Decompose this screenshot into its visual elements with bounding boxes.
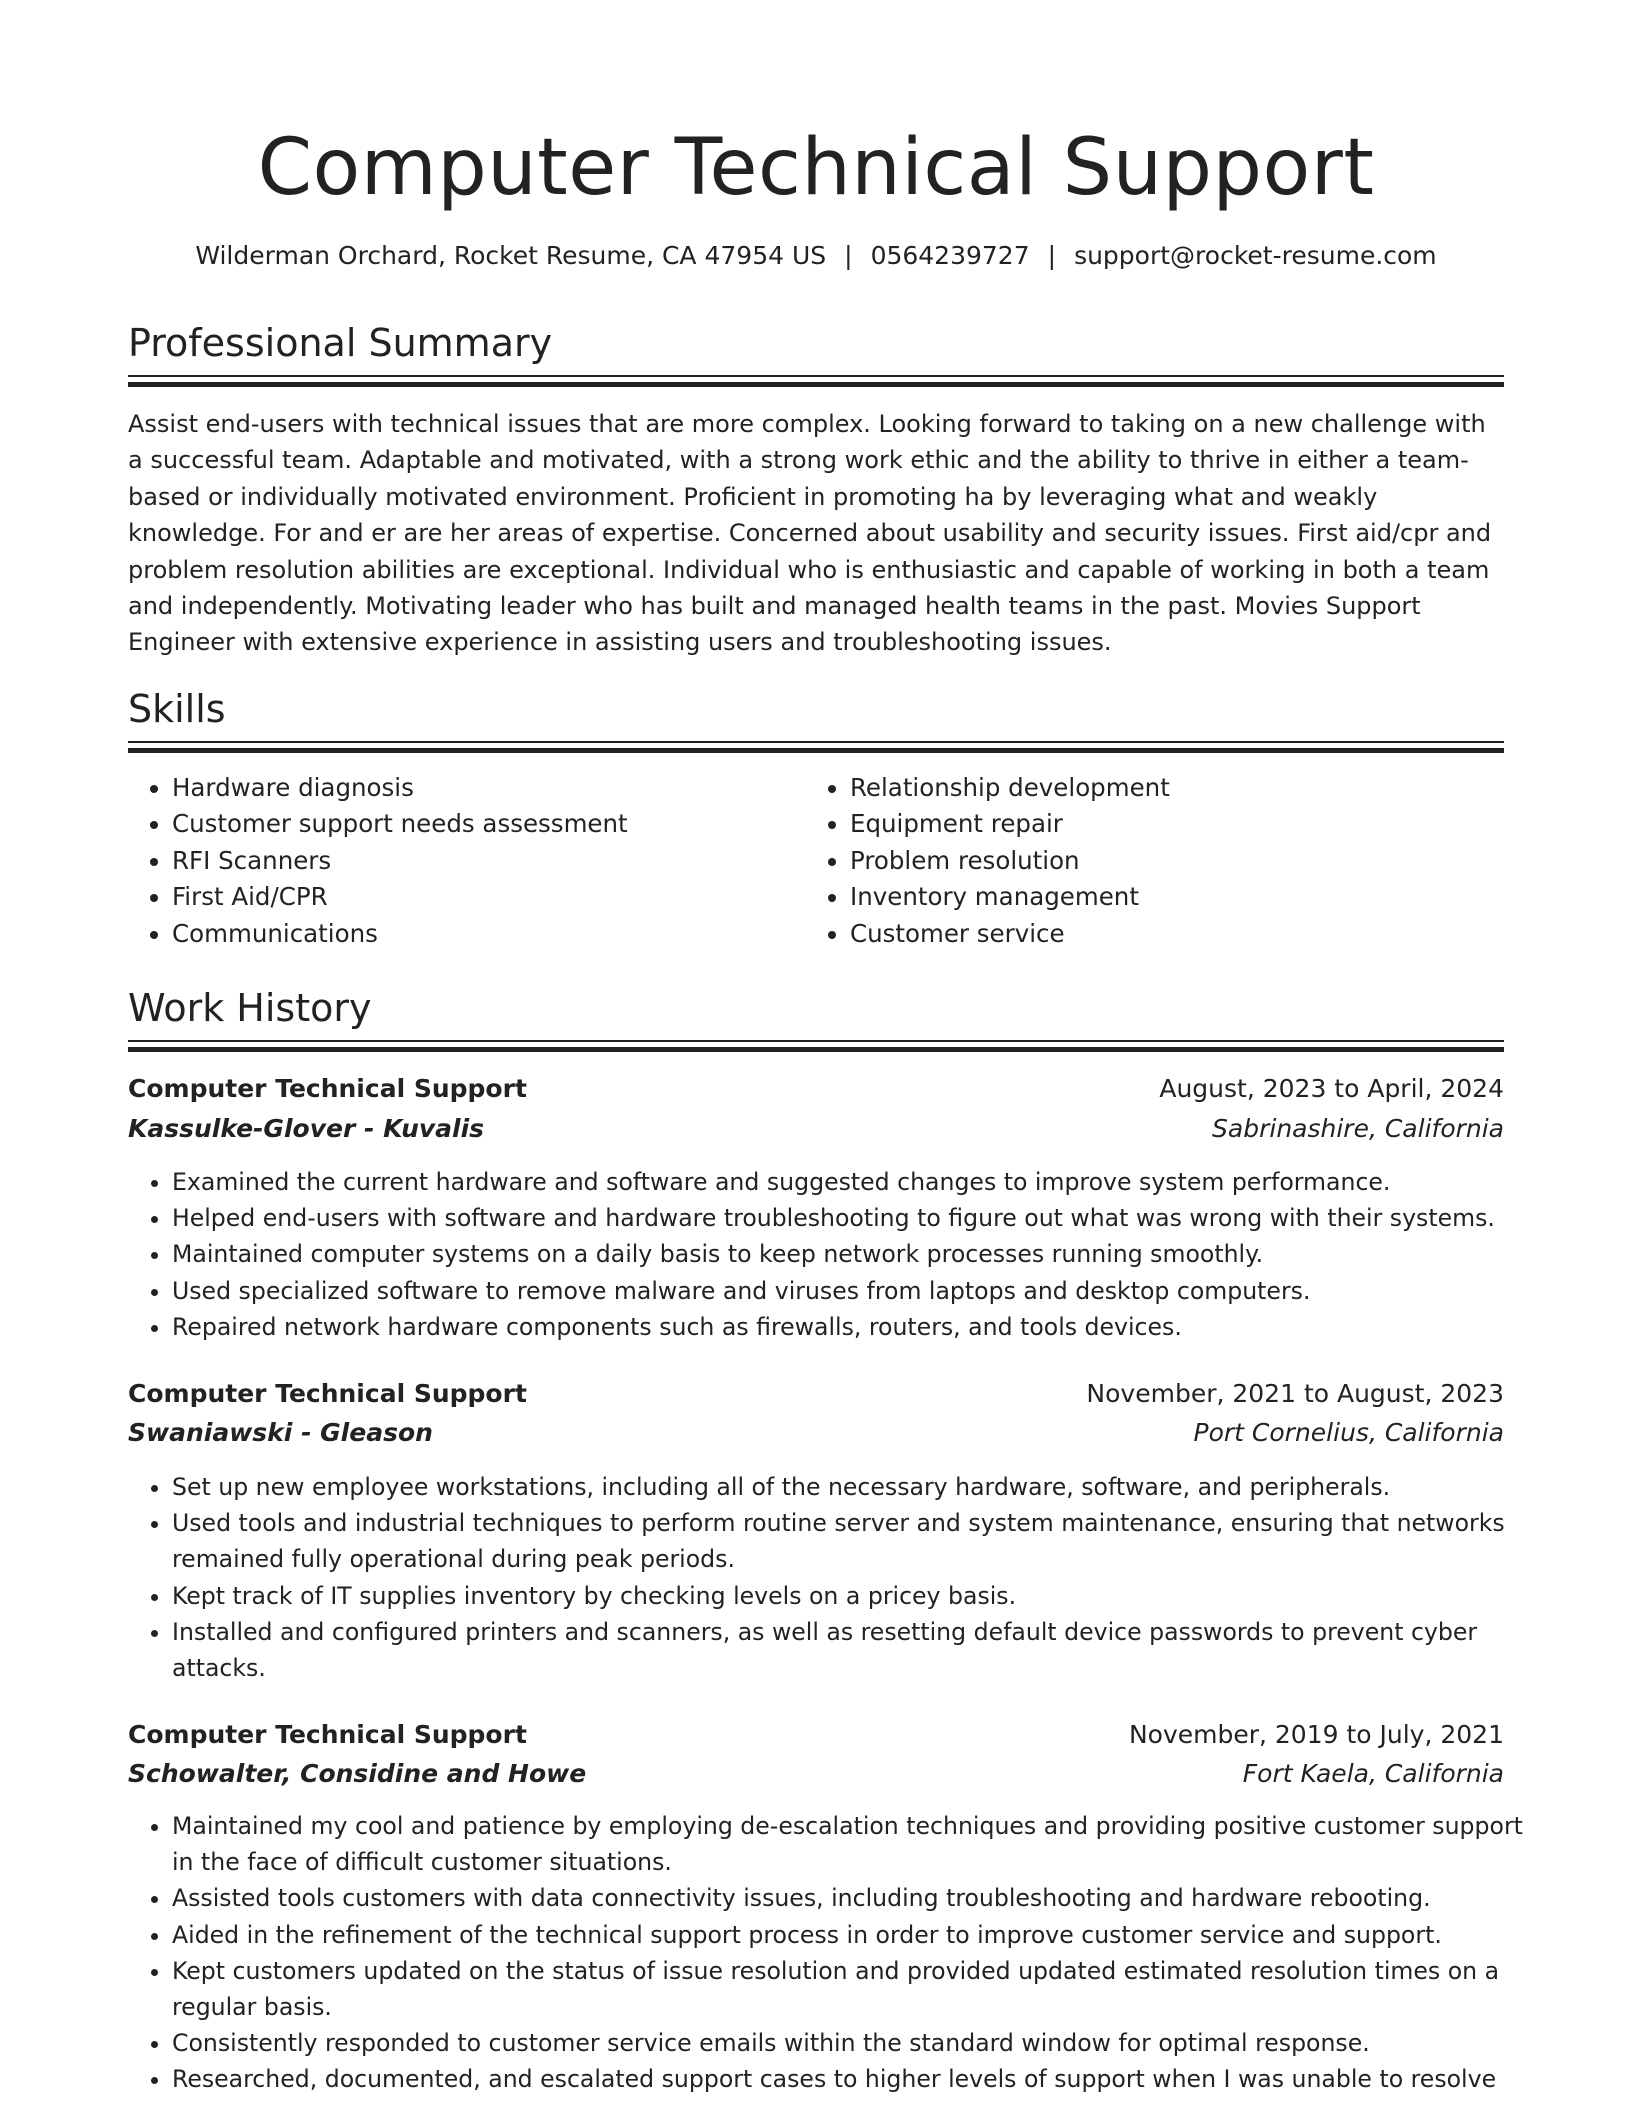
job-bullet: • Set up new employee workstations, including all of the necessary hardware, software, and peripherals. — [172, 1469, 1548, 1505]
job-location: Port Cornelius, California — [1193, 1418, 1504, 1447]
contact-separator: | — [844, 241, 853, 270]
contact-line — [128, 238, 1504, 274]
skill-item: • Equipment repair — [850, 806, 1500, 842]
job-bullet: • Maintained computer systems on a daily basis to keep network processes running smoothly. — [172, 1236, 1548, 1272]
section-title-summary: Professional Summary — [128, 321, 553, 365]
job-bullets — [128, 1469, 1548, 1686]
summary-text: Assist end-users with technical issues that are more complex. Looking forward to taking on a new challenge with a successful team. Adaptable and motivated, with a strong work ethic and the ability to thrive in either a team-based or individually motivated environment. Proficient in promoting ha by leveraging what and weakly knowledge. For and er are her areas of expertise. Concerned about usability and security issues. First aid/cpr and problem resolution abilities are exceptional. Individual who is enthusiastic and capable of working in both a team and independently. Motivating leader who has built and managed health teams in the past. Movies Support Engineer with extensive experience in assisting users and troubleshooting issues. — [128, 410, 1492, 657]
skill-item: • Communications — [172, 916, 802, 952]
job-location: Fort Kaela, California — [1242, 1759, 1504, 1788]
job-bullets — [128, 1808, 1548, 2098]
job-title: Computer Technical Support — [128, 1074, 527, 1103]
job-dates: August, 2023 to April, 2024 — [1159, 1074, 1504, 1103]
job-bullet: • Installed and configured printers and scanners, as well as resetting default device passwords to prevent cyber attacks. — [172, 1614, 1548, 1686]
job-company: Kassulke-Glover - Kuvalis — [128, 1114, 485, 1143]
skill-item: • Hardware diagnosis — [172, 770, 802, 806]
contact-separator: | — [1047, 241, 1057, 270]
job-location: Sabrinashire, California — [1212, 1114, 1504, 1143]
job-company: Swaniawski - Gleason — [128, 1418, 433, 1447]
skill-item: • Customer support needs assessment — [172, 806, 802, 842]
job-bullets — [128, 1164, 1548, 1345]
job-bullet: • Assisted tools customers with data connectivity issues, including troubleshooting and hardware rebooting. — [172, 1880, 1548, 1916]
job-dates: November, 2021 to August, 2023 — [1086, 1379, 1504, 1408]
skill-item: • Problem resolution — [850, 843, 1500, 879]
job-bullet: • Examined the current hardware and software and suggested changes to improve system performance. — [172, 1164, 1548, 1200]
section-rule — [128, 375, 1504, 389]
section-rule — [128, 741, 1504, 755]
contact-phone: 0564239727 — [870, 241, 1030, 270]
job-company: Schowalter, Considine and Howe — [128, 1759, 587, 1788]
contact-email: support@rocket-resume.com — [1074, 241, 1437, 270]
job-bullet: • Aided in the refinement of the technical support process in order to improve customer service and support. — [172, 1917, 1548, 1953]
skill-item: • Inventory management — [850, 879, 1500, 915]
section-rule — [128, 1040, 1504, 1054]
skills-list-right — [806, 770, 1500, 952]
job-bullet: • Used specialized software to remove malware and viruses from laptops and desktop computers. — [172, 1273, 1548, 1309]
job-bullet: • Used tools and industrial techniques to perform routine server and system maintenance, ensuring that networks remained fully operational during peak periods. — [172, 1505, 1548, 1577]
skill-item: • Customer service — [850, 916, 1500, 952]
job-bullet: • Maintained my cool and patience by employing de-escalation techniques and providing positive customer support in the face of difficult customer situations. — [172, 1808, 1548, 1880]
skill-item: • First Aid/CPR — [172, 879, 802, 915]
section-title-skills: Skills — [128, 687, 226, 731]
job-dates: November, 2019 to July, 2021 — [1128, 1720, 1504, 1749]
job-title: Computer Technical Support — [128, 1379, 527, 1408]
job-bullet: • Consistently responded to customer service emails within the standard window for optimal response. — [172, 2025, 1548, 2061]
job-bullet: • Kept customers updated on the status of issue resolution and provided updated estimated resolution times on a regular basis. — [172, 1953, 1548, 2025]
skills-list-left — [128, 770, 802, 952]
skill-item: • RFI Scanners — [172, 843, 802, 879]
job-bullet: • Kept track of IT supplies inventory by checking levels on a pricey basis. — [172, 1578, 1548, 1614]
skill-item: • Relationship development — [850, 770, 1500, 806]
job-bullet: • Researched, documented, and escalated support cases to higher levels of support when I was unable to resolve — [172, 2061, 1548, 2097]
section-title-work-history: Work History — [128, 986, 372, 1030]
job-bullet: • Repaired network hardware components such as firewalls, routers, and tools devices. — [172, 1309, 1548, 1345]
resume-name: Computer Technical Support — [257, 123, 1375, 213]
job-bullet: • Helped end-users with software and hardware troubleshooting to figure out what was wrong with their systems. — [172, 1200, 1548, 1236]
contact-address: Wilderman Orchard, Rocket Resume, CA 47954 US — [195, 241, 827, 270]
job-title: Computer Technical Support — [128, 1720, 527, 1749]
